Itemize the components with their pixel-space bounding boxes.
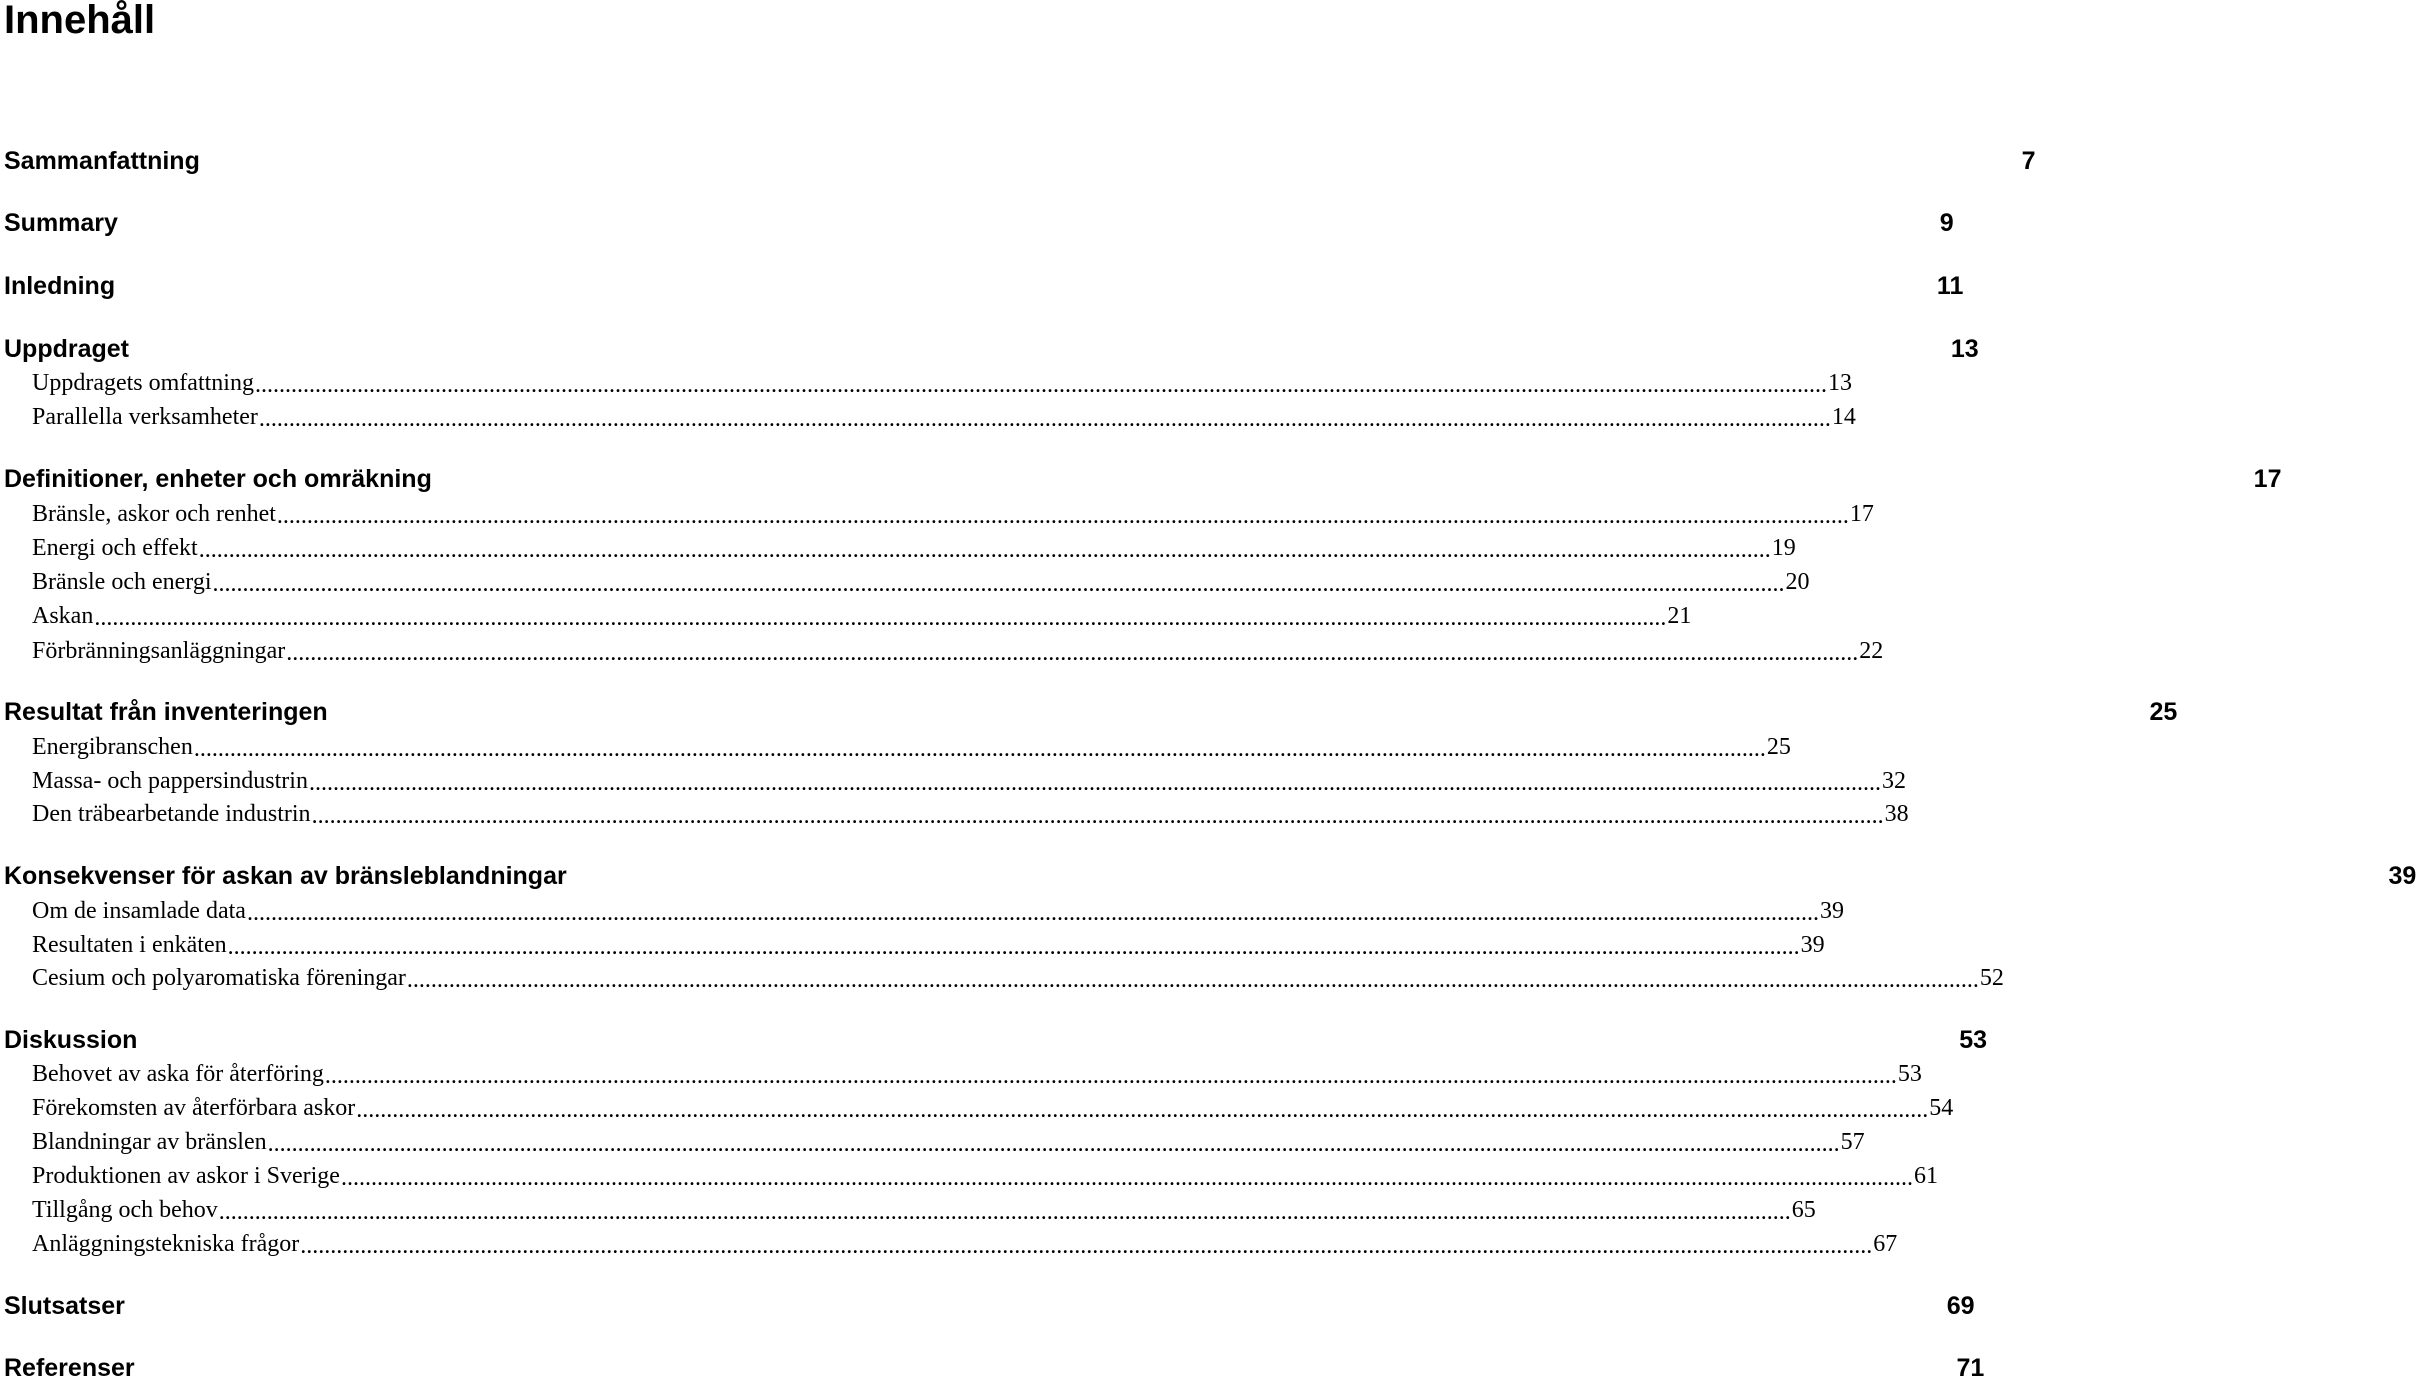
toc-entry-page: 39	[2388, 861, 2416, 890]
toc-entry-page: 52	[1979, 964, 2004, 991]
toc-entry-page: 61	[1913, 1162, 1938, 1189]
toc-entry-label: Bränsle och energi	[32, 568, 212, 595]
toc-entry-label: Förekomsten av återförbara askor	[32, 1094, 356, 1121]
toc-entry[interactable]	[4, 366, 1852, 400]
toc-leader-dots: ......................................................................................................................................................................................................................................................................	[308, 769, 1881, 796]
toc-entry[interactable]	[4, 332, 1979, 366]
toc-leader-dots: ......................................................................................................................................................................................................................................................................	[267, 1130, 1840, 1157]
toc-entry-label: Uppdraget	[4, 334, 129, 363]
toc-leader-dots: ......................................................................................................................................................................................................................................................................	[324, 1062, 1897, 1089]
toc-entry-label: Anläggningstekniska frågor	[32, 1230, 300, 1257]
toc-entry[interactable]	[4, 695, 2178, 729]
toc-entry-label: Förbränningsanläggningar	[32, 637, 286, 664]
toc-entry-label: Bränsle, askor och renhet	[32, 500, 276, 527]
toc-entry-label: Resultat från inventeringen	[4, 697, 328, 726]
toc-entry-page: 13	[1827, 369, 1852, 396]
toc-leader-dots: ......................................................................................................................................................................................................................................................................	[198, 536, 1771, 563]
toc-entry-label: Askan	[32, 602, 94, 629]
toc-entry[interactable]	[4, 1351, 1985, 1385]
toc-entry[interactable]	[4, 961, 2004, 995]
toc-entry-page: 38	[1884, 800, 1909, 827]
toc-entry-page: 20	[1785, 568, 1810, 595]
toc-leader-dots: ......................................................................................................................................................................................................................................................................	[276, 502, 1849, 529]
toc-leader-dots: ......................................................................................................................................................................................................................................................................	[406, 966, 1979, 993]
toc-entry-page: 25	[2149, 697, 2178, 726]
toc-entry[interactable]	[4, 928, 1825, 962]
toc-leader-dots: ......................................................................................................................................................................................................................................................................	[311, 802, 1884, 829]
toc-entry[interactable]	[4, 1023, 1987, 1057]
toc-entry[interactable]	[4, 1159, 1938, 1193]
toc-entry-label: Referenser	[4, 1353, 135, 1382]
toc-leader-dots: ......................................................................................................................................................................................................................................................................	[218, 1198, 1791, 1225]
toc-entry-label: Cesium och polyaromatiska föreningar	[32, 964, 406, 991]
toc-entry-page: 14	[1831, 403, 1856, 430]
toc-entry[interactable]	[4, 1289, 1975, 1323]
toc-leader-dots: ......................................................................................................................................................................................................................................................................	[246, 899, 1819, 926]
toc-entry-page: 32	[1881, 767, 1906, 794]
toc-title: Innehåll	[4, 0, 156, 42]
toc-entry-page: 7	[2021, 146, 2036, 175]
toc-entry[interactable]	[4, 634, 1884, 668]
toc-entry-page: 11	[1936, 271, 1964, 300]
toc-entry-label: Om de insamlade data	[32, 897, 246, 924]
toc-leader-dots: ......................................................................................................................................................................................................................................................................	[258, 405, 1831, 432]
toc-entry[interactable]	[4, 894, 1844, 928]
toc-entry-label: Energibranschen	[32, 733, 193, 760]
toc-entry[interactable]	[4, 497, 1874, 531]
toc-entry[interactable]	[4, 531, 1796, 565]
toc-entry-page: 53	[1959, 1025, 1987, 1054]
toc-entry[interactable]	[4, 797, 1909, 831]
toc-entry-label: Resultaten i enkäten	[32, 931, 227, 958]
toc-entry-page: 17	[1849, 500, 1874, 527]
toc-entry-page: 69	[1946, 1291, 1975, 1320]
toc-leader-dots: ......................................................................................................................................................................................................................................................................	[227, 933, 1800, 960]
toc-entry-page: 22	[1859, 637, 1884, 664]
toc-entry[interactable]	[4, 462, 2282, 496]
toc-entry[interactable]	[4, 1227, 1898, 1261]
toc-entry[interactable]	[4, 1193, 1816, 1227]
toc-entry-label: Uppdragets omfattning	[32, 369, 254, 396]
toc-entry-page: 54	[1929, 1094, 1954, 1121]
toc-leader-dots: ......................................................................................................................................................................................................................................................................	[94, 604, 1667, 631]
toc-entry-label: Produktionen av askor i Sverige	[32, 1162, 340, 1189]
toc-page	[4, 0, 2416, 1382]
toc-entry[interactable]	[4, 599, 1692, 633]
toc-leader-dots: ......................................................................................................................................................................................................................................................................	[254, 371, 1827, 398]
toc-entry-page: 21	[1667, 602, 1692, 629]
toc-leader-dots: ......................................................................................................................................................................................................................................................................	[340, 1164, 1913, 1191]
toc-leader-dots: ......................................................................................................................................................................................................................................................................	[212, 570, 1785, 597]
toc-entry-label: Inledning	[4, 271, 116, 300]
toc-entry-label: Parallella verksamheter	[32, 403, 258, 430]
toc-entry[interactable]	[4, 764, 1906, 798]
toc-entry-page: 9	[1939, 208, 1954, 237]
toc-entry-label: Definitioner, enheter och omräkning	[4, 464, 432, 493]
toc-leader-dots: ......................................................................................................................................................................................................................................................................	[300, 1232, 1873, 1259]
toc-entry-label: Summary	[4, 208, 118, 237]
toc-entry-page: 39	[1800, 931, 1825, 958]
toc-entry-page: 71	[1956, 1353, 1985, 1382]
toc-entry-page: 17	[2253, 464, 2282, 493]
toc-entry-page: 53	[1897, 1060, 1922, 1087]
toc-entry-page: 13	[1950, 334, 1979, 363]
toc-entry-label: Energi och effekt	[32, 534, 198, 561]
toc-entry-page: 67	[1873, 1230, 1898, 1257]
toc-entry-page: 25	[1766, 733, 1791, 760]
toc-entry[interactable]	[4, 859, 2416, 893]
toc-entry-label: Konsekvenser för askan av bränsleblandningar	[4, 861, 567, 890]
toc-entry-label: Slutsatser	[4, 1291, 125, 1320]
toc-entry-label: Diskussion	[4, 1025, 138, 1054]
toc-entry[interactable]	[4, 400, 1856, 434]
toc-entry[interactable]	[4, 565, 1810, 599]
toc-leader-dots: ......................................................................................................................................................................................................................................................................	[193, 735, 1766, 762]
toc-entry[interactable]	[4, 206, 1954, 240]
toc-entry[interactable]	[4, 144, 2036, 178]
toc-entry[interactable]	[4, 269, 1964, 303]
toc-entry-page: 19	[1771, 534, 1796, 561]
toc-entry-label: Sammanfattning	[4, 146, 200, 175]
toc-entry-label: Tillgång och behov	[32, 1196, 218, 1223]
toc-leader-dots: ......................................................................................................................................................................................................................................................................	[356, 1096, 1929, 1123]
toc-entry-label: Den träbearbetande industrin	[32, 800, 311, 827]
toc-entry[interactable]	[4, 730, 1791, 764]
toc-entry-page: 39	[1819, 897, 1844, 924]
toc-entry-page: 57	[1840, 1128, 1865, 1155]
toc-entry-label: Massa- och pappersindustrin	[32, 767, 308, 794]
toc-leader-dots: ......................................................................................................................................................................................................................................................................	[286, 639, 1859, 666]
toc-entry-page: 65	[1791, 1196, 1816, 1223]
toc-entry[interactable]	[4, 1091, 1954, 1125]
toc-entry[interactable]	[4, 1125, 1865, 1159]
toc-entry-label: Blandningar av bränslen	[32, 1128, 267, 1155]
toc-entry[interactable]	[4, 1057, 1922, 1091]
toc-entry-label: Behovet av aska för återföring	[32, 1060, 324, 1087]
